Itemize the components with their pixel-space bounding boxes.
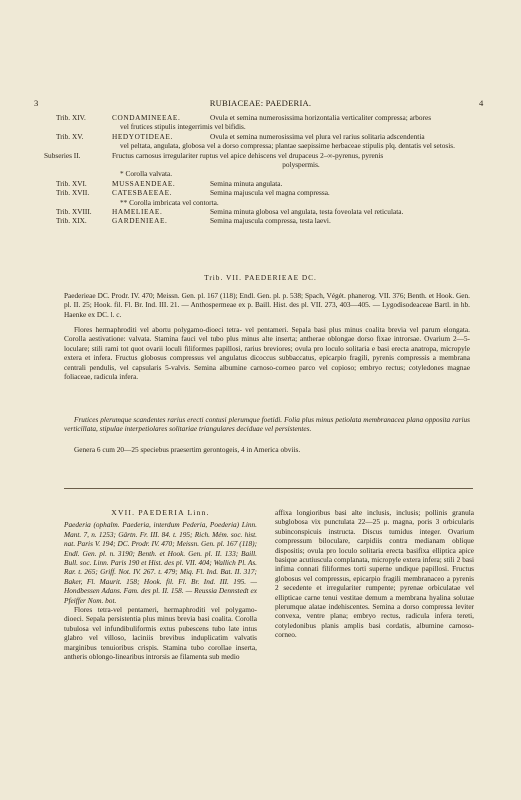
genus-references: Paederia (ophalm. Paederia, interdum Pederia, Poederia) Linn. Mant. 7, n. 1253; Gärtn. Fr. III. 84. t. 195; Rich. Mém. soc. hist. nat. Paris V. 194; DC. Prodr. IV. 470; Meissn. Gen. pl. 167 (118); Endl. Gen. pl. n. 3190; Benth. et Hook. Gen. pl. II. 133; Baill. Bull. soc. Linn. Paris 190 et Hist. des pl. VII. 404; Wallich Pl. As. Rar. t. 265; Griff. Not. IV. 267. t. 479; Miq. Fl. Ind. Bat. II. 317; Baker, Fl. Maurit. 158; Hook. fil. Fl. Br. Ind. III. 195. — Hondbessen Adans. Fam. des pl. II. 158. — Reussia Dennstedt ex Pfeiffer Nom. bot. bbox=[64, 520, 257, 605]
tribe-entry bbox=[56, 132, 486, 141]
key-heading: * Corolla valvata. bbox=[120, 169, 173, 179]
genus-description-right: affixa longioribus basi alte inclusis, inclusis; pollinis granula subglobosa vix punctulata 22—25 μ. magna, poris 3 orbicularis subinconspicuis instructa. Discus tumidus integer. Ovarium compressum biloculare, carpidiis contra medianam oblique dispositis; ovula pro loculo solitaria erecta basifixa elliptica apice basique acutiuscula complanata, micropyle extera infera; stili 2 basi infima connati filiformes torti superne undique papillosi. Fructus globosus vel compressus, epicarpio fragili membranaceo a pyrenis 2 secedente et irregulariter rumpente; pyrenae orbiculatae vel ellipticae carne tenui vestitae demum a membrana hyalina solutae plerumque alatae indehiscentes. Semina a dorso compressa leviter convexa, ventre plana; embryo rectus, radicula infera tereti, cotyledonibus planis amplis basi cordatis, albumine carnoso-corneo. bbox=[275, 508, 474, 640]
subseries-desc-cont: polyspermis. bbox=[282, 160, 320, 170]
tribe-label: Trib. XIX. bbox=[56, 216, 87, 226]
tribe-desc: Semina minuta globosa vel angulata, testa foveolata vel reticulata. bbox=[210, 207, 404, 217]
genera-note: Genera 6 cum 20—25 speciebus praesertim gerontogeis, 4 in America obviis. bbox=[74, 445, 301, 454]
tribe-entry bbox=[56, 113, 486, 122]
tribe-desc-cont: vel frutices stipulis integerrimis vel bifidis. bbox=[120, 122, 246, 132]
tribe-description: Flores hermaphroditi vel abortu polygamo-dioeci tetra- vel pentameri. Sepala basi plus minus coalita brevia vel parum elongata. Corolla aestivatione: valvata. Stamina fauci vel tubo plus minus alte inserta; antherae oblongae dorso fixae introrsae. Ovarium 2—5-loculare; stili rami tot quot ovarii loculi filiformes papillosi, rarius breviores; ovula pro loculo solitaria e basi erecta anatropa, micropyle extera et infera. Fructus globosus compressus vel angulatus dicoccus subbaccatus, epicarpio fragili, pyrenis compressis a membrana centrali pendulis, vel capsularis 5-valvis. Semina albumine carnoso-corneo parco vel copioso; embryo rectus; cotyledones magnae foliaceae, radicula infera. bbox=[64, 325, 470, 382]
tribe-entry bbox=[56, 216, 486, 225]
tribe-desc: Semina majuscula compressa, testa laevi. bbox=[210, 216, 331, 226]
tribe-label: Trib. XVII. bbox=[56, 188, 90, 198]
tribe-label: Trib. XIV. bbox=[56, 113, 86, 122]
running-title: RUBIACEAE: PAEDERIA. bbox=[209, 98, 312, 108]
tribe-name: HEDYOTIDEAE. bbox=[112, 131, 173, 141]
tribe-key bbox=[44, 113, 486, 226]
tribe-label: Trib. XVI. bbox=[56, 178, 87, 188]
subseries-desc: Fructus carnosus irregulariter ruptus vel apice dehiscens vel drupaceus 2–∞-pyrenus, pyrenis bbox=[112, 150, 384, 160]
tribe-name: HAMELIEAE. bbox=[112, 207, 163, 217]
tribe-entry bbox=[56, 207, 486, 216]
tribe-heading: Trib. VII. PAEDERIEAE DC. bbox=[204, 273, 317, 282]
tribe-label: Trib. XV. bbox=[56, 131, 84, 141]
subseries-label: Subseries II. bbox=[44, 150, 81, 160]
tribe-desc-cont: vel peltata, angulata, globosa vel a dorso compressa; plantae saepissime herbaceae stipulis plq. dentatis vel setosis. bbox=[120, 141, 455, 151]
page-number-left: 3 bbox=[34, 98, 39, 108]
key-heading: ** Corolla imbricata vel contorta. bbox=[120, 197, 219, 207]
genus-heading: XVII. PAEDERIA Linn. bbox=[111, 508, 210, 517]
tribe-name: MUSSAENDEAE. bbox=[112, 178, 176, 188]
genus-description-left: Flores tetra-vel pentameri, hermaphroditi vel polygamo-dioeci. Sepala persistentia plus minus brevia basi coalita. Corolla tubulosa vel infundibuliformis extus pubescens tubo late intus glabro vel villoso, laciniis brevibus induplicatim valvatis marginibus tenuioribus crispis. Stamina tubo corollae inserta, antheris oblongo-linearibus introrsis ae filamenta sub medio bbox=[64, 605, 257, 662]
subseries-entry bbox=[44, 151, 486, 160]
tribe-desc: Semina minuta angulata. bbox=[210, 178, 283, 188]
section-rule bbox=[64, 488, 473, 489]
tribe-desc: Ovula et semina numerosissima vel plura vel rarius solitaria adscendentia bbox=[210, 131, 425, 141]
genus-left-column bbox=[64, 508, 257, 662]
tribe-desc: Semina majuscula vel magna compressa. bbox=[210, 188, 330, 198]
tribe-entry bbox=[56, 179, 486, 188]
tribe-habit: Frutices plerumque scandentes rarius erecti contusi plerumque foetidi. Folia plus minus petiolata membranacea plana opposita rarius verticillata, stipulae interpetiolares solitariae triangulares deciduae vel persistentes. bbox=[64, 415, 470, 434]
tribe-references: Paederieae DC. Prodr. IV. 470; Meissn. Gen. pl. 167 (118); Endl. Gen. pl. p. 538; Spach, Végét. phanerog. VII. 376; Benth. et Hook. Gen. pl. II. 25; Hook. fil. Fl. Br. Ind. III. 21. — Anthospermeae ex p. Baill. Hist. des pl. VII. 273, 403—405. — Lygodisodeaceae Bartl. in hb. Haenke ex DC. l. c. bbox=[64, 291, 470, 319]
tribe-desc: Ovula et semina numerosissima horizontalia verticaliter compressa; arbores bbox=[210, 113, 432, 122]
tribe-name: CATESBAEEAE. bbox=[112, 188, 173, 198]
page-number-right: 4 bbox=[479, 98, 484, 108]
tribe-label: Trib. XVIII. bbox=[56, 207, 92, 217]
tribe-name: GARDENIEAE. bbox=[112, 216, 168, 226]
tribe-name: CONDAMINEEAE. bbox=[112, 113, 181, 122]
tribe-entry bbox=[56, 188, 486, 197]
